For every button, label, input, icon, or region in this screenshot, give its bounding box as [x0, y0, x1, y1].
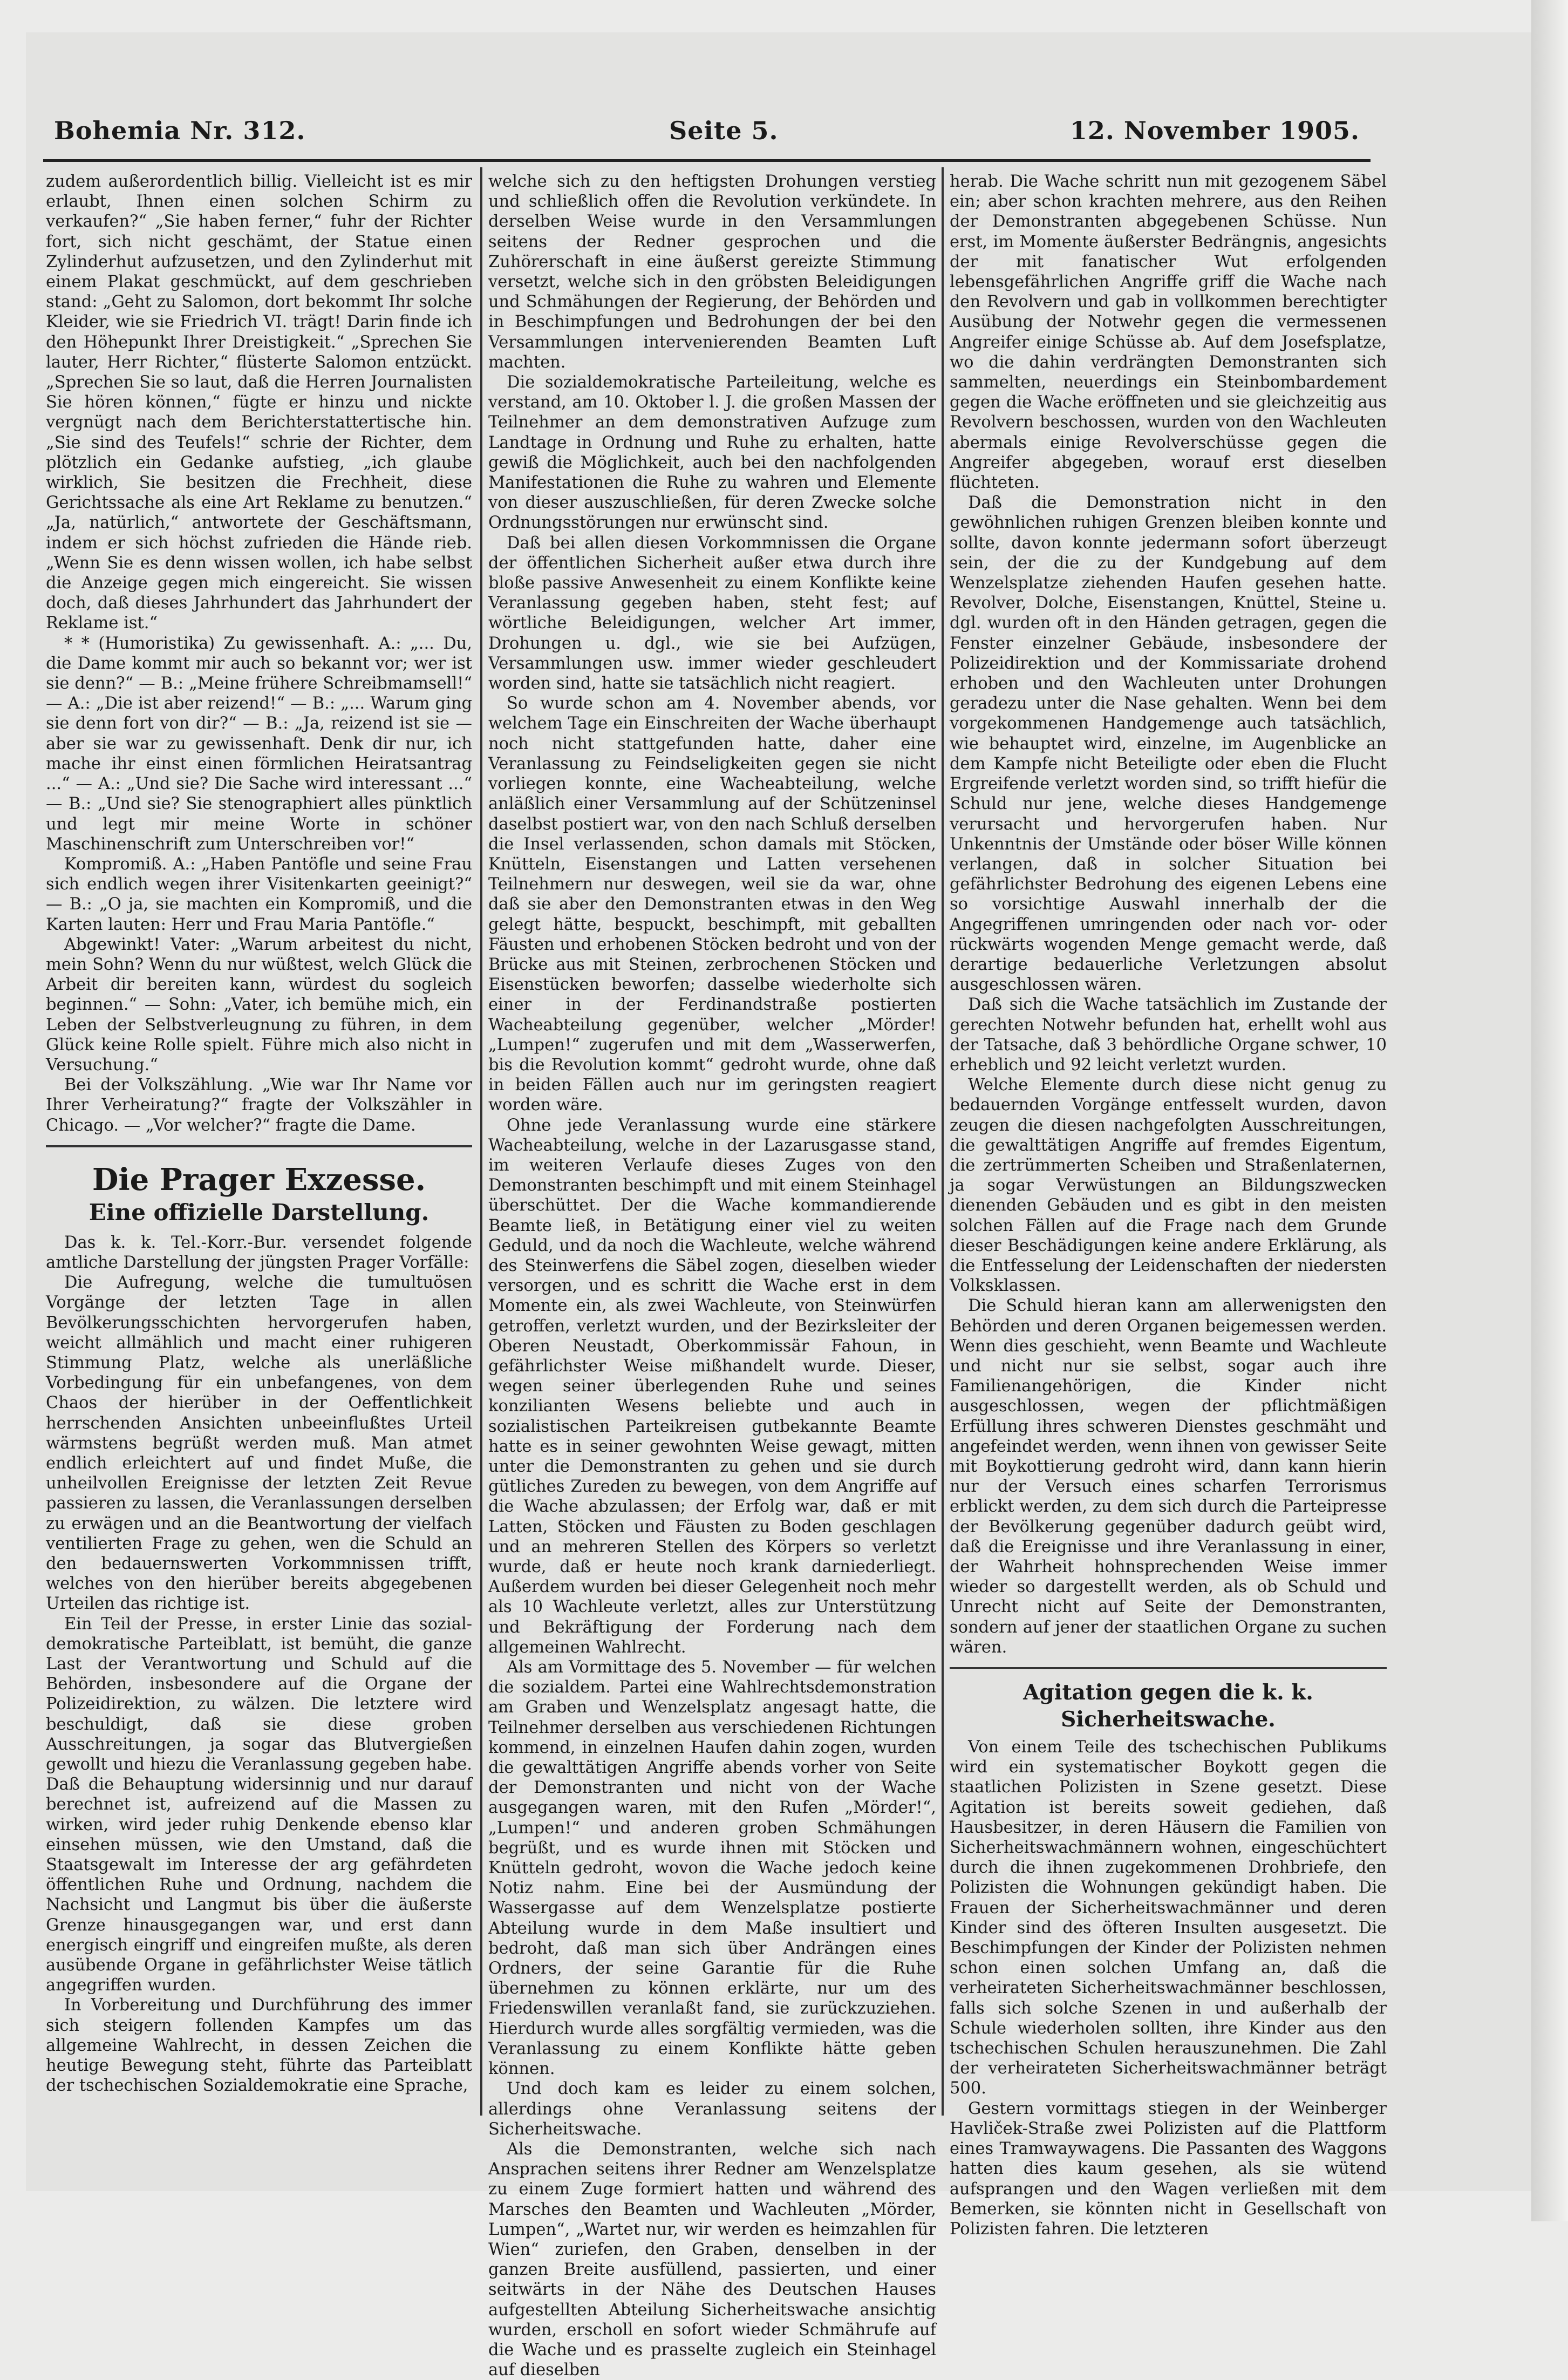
paragraph: Daß bei allen diesen Vorkommnissen die Organe der öffentlichen Sicherheit außer etwa durch ihre bloße passive Anwesenheit zu einem Konflikte keine Veranlassung gegeben haben, steht fest; auf wörtliche Beleidigungen, welcher Art immer, Drohungen u. dgl., wie sie bei Aufzügen, Versammlungen usw. immer wieder geschleudert worden sind, hatte sie tatsächlich nicht reagiert. — [488, 533, 936, 693]
section-rule — [950, 1667, 1387, 1669]
paragraph: zudem außerordentlich billig. Vielleicht ist es mir erlaubt, Ihnen einen solchen Schirm zu verkaufen?“ „Sie haben ferner,“ fuhr der Richter fort, sich nicht geschämt, der Statue einen Zylinderhut aufzusetzen, und den Zylinderhut mit einem Plakat geschmückt, auf dem geschrieben stand: „Geht zu Salomon, dort bekommt Ihr solche Kleider, wie sie Friedrich VI. trägt! Darin finde ich den Höhepunkt Ihrer Dreistigkeit.“ „Sprechen Sie lauter, Herr Richter,“ flüsterte Salomon entzückt. „Sprechen Sie so laut, daß die Herren Journalisten Sie hören können,“ fügte er hinzu und nickte vergnügt nach dem Berichterstattertische hin. „Sie sind des Teufels!“ schrie der Richter, dem plötzlich ein Gedanke aufstieg, „ich glaube wirklich, Sie besitzen die Frechheit, diese Gerichtssache als eine Art Reklame zu benutzen.“ „Ja, natürlich,“ antwortete der Geschäftsmann, indem er sich höchst zufrieden die Hände rieb. „Wenn Sie es denn wissen wollen, ich habe selbst die Anzeige gegen mich eingereicht. Sie wissen doch, daß dieses Jahrhundert das Jahrhundert der Reklame ist.“ — [46, 172, 472, 633]
paragraph: Bei der Volkszählung. „Wie war Ihr Name vor Ihrer Verheiratung?“ fragte der Volkszähler in Chicago. — „Vor welcher?“ fragte die Dame. — [46, 1076, 472, 1135]
paragraph: Von einem Teile des tschechischen Publikums wird ein systematischer Boykott gegen die staatlichen Polizisten in Szene gesetzt. Diese Agitation ist bereits soweit gediehen, daß Hausbesitzer, in deren Häusern die Familien von Sicherheitswachmännern wohnen, eingeschüchtert durch die ihnen zugekommenen Drohbriefe, den Polizisten die Wohnungen gekündigt haben. Die Frauen der Sicherheitswachmänner und deren Kinder sind des öfteren Insulten ausgesetzt. Die Beschimpfungen der Kinder der Polizisten nehmen schon einen solchen Umfang an, daß die verheirateten Sicherheitswachmänner beschlossen, falls sich solche Szenen in und außerhalb der Schule wiederholen sollten, ihre Kinder aus den tschechischen Schulen herauszunehmen. Die Zahl der verheirateten Sicherheitswachmänner beträgt 500. — [950, 1738, 1387, 2098]
paragraph: * * (Humoristika) Zu gewissenhaft. A.: „... Du, die Dame kommt mir auch so bekannt vor; wer ist sie denn?“ — B.: „Meine frühere Schreibmamsell!“ — A.: „Die ist aber reizend!“ — B.: „... Warum ging sie denn fort von dir?“ — B.: „Ja, reizend ist sie — aber sie war zu gewissenhaft. Denk dir nur, ich mache ihr einst einen förmlichen Heiratsantrag ...“ — A.: „Und sie? Die Sache wird interessant ...“ — B.: „Und sie? Sie stenographiert alles pünktlich und legt mir meine Worte in schöner Maschinenschrift zum Unterschreiben vor!“ — [46, 634, 472, 854]
paragraph: Das k. k. Tel.-Korr.-Bur. versendet folgende amtliche Darstellung der jüngsten Prager Vorfälle: — [46, 1233, 472, 1272]
paragraph: Als die Demonstranten, welche sich nach Ansprachen seitens ihrer Redner am Wenzelsplatze zu einem Zuge formiert hatten und während des Marsches den Beamten und Wachleuten „Mörder, Lumpen“, „Wartet nur, wir werden es heimzahlen für Wien“ zuriefen, den Graben, denselben in der ganzen Breite ausfüllend, passierten, und einer seitwärts in der Nähe des Deutschen Hauses aufgestellten Abteilung Sicherheitswache ansichtig wurden, erscholl en sofort wieder Schmährufe auf die Wache und es prasselte zugleich ein Steinhagel auf dieselben — [488, 2139, 936, 2380]
header-issue: Bohemia Nr. 312. — [54, 116, 306, 145]
paragraph: herab. Die Wache schritt nun mit gezogenem Säbel ein; aber schon krachten mehrere, aus den Reihen der Demonstranten abgegebenen Schüsse. Nun erst, im Momente äußerster Bedrängnis, angesichts der mit fanatischer Wut erfolgenden lebensgefährlichen Angriffe griff die Wache nach den Revolvern und gab in vollkommen berechtigter Ausübung der Notwehr gegen die vermessenen Angreifer einige Schüsse ab. Auf dem Josefsplatze, wo die dahin verdrängten Demonstranten sich sammelten, neuerdings ein Steinbombardement gegen die Wache eröffneten und sie gleichzeitig aus Revolvern beschossen, wurden von den Wachleuten abermals einige Revolverschüsse gegen die Angreifer abgegeben, worauf erst dieselben flüchteten. — [950, 172, 1387, 493]
column-2 — [488, 172, 936, 2380]
article-title: Die Prager Exzesse. — [92, 1161, 426, 1198]
header-page-number: Seite 5. — [669, 116, 779, 145]
section-rule — [46, 1145, 472, 1147]
paragraph: Die sozialdemokratische Parteileitung, welche es verstand, am 10. Oktober l. J. die großen Massen der Teilnehmer an dem demonstrativen Aufzuge zum Landtage in Ordnung und Ruhe zu erhalten, hatte gewiß die Möglichkeit, auch bei den nachfolgenden Manifestationen die Ruhe zu wahren und Elemente von dieser auszuschließen, für deren Zwecke solche Ordnungsstörungen nur erwünscht sind. — [488, 373, 936, 533]
page-header — [54, 116, 1360, 165]
paragraph: Ein Teil der Presse, in erster Linie das sozial-demokratische Parteiblatt, ist bemüht, die ganze Last der Verantwortung und Schuld auf die Behörden, insbesondere auf die Organe der Polizeidirektion, zu wälzen. Die letztere wird beschuldigt, daß sie diese groben Ausschreitungen, ja sogar das Blutvergießen gewollt und hiezu die Veranlassung gegeben habe. Daß die Behauptung widersinnig und nur darauf berechnet ist, aufreizend auf die Massen zu wirken, wird jeder ruhig Denkende ebenso klar einsehen müssen, wie den Umstand, daß die Staatsgewalt im Interesse der arg gefährdeten öffentlichen Ruhe und Ordnung, nachdem die Nachsicht und Langmut bis über die äußerste Grenze hinausgegangen war, und erst dann energisch eingriff und eingreifen mußte, als deren ausübende Organe in gefährlichster Weise tätlich angegriffen wurden. — [46, 1614, 472, 1995]
paragraph: In Vorbereitung und Durchführung des immer sich steigern follenden Kampfes um das allgemeine Wahlrecht, in dessen Zeichen die heutige Bewegung steht, führte das Parteiblatt der tschechischen Sozialdemokratie eine Sprache, — [46, 1996, 472, 2096]
paragraph: Und doch kam es leider zu einem solchen, allerdings ohne Veranlassung seitens der Sicherheitswache. — [488, 2079, 936, 2139]
column-3 — [950, 172, 1387, 2239]
article-subtitle: Eine offizielle Darstellung. — [88, 1199, 430, 1226]
column-divider — [942, 167, 944, 2116]
paragraph: Daß die Demonstration nicht in den gewöhnlichen ruhigen Grenzen bleiben konnte und sollte, davon konnte jedermann sofort überzeugt sein, der die zu der Kundgebung auf dem Wenzelsplatze ziehenden Haufen gesehen hatte. Revolver, Dolche, Eisenstangen, Knüttel, Steine u. dgl. wurden oft in den Händen getragen, gegen die Fenster einzelner Gebäude, insbesondere der Polizeidirektion und der Kommissariate drohend erhoben und den Wachleuten unter Drohungen geradezu unter die Nase gehalten. Wenn bei dem vorgekommenen Handgemenge auch tatsächlich, wie behauptet wird, einzelne, im Augenblicke an dem Kampfe nicht Beteiligte oder eben die Flucht Ergreifende verletzt worden sind, so trifft hiefür die Schuld nur jene, welche dieses Handgemenge verursacht und hervorgerufen haben. Nur Unkenntnis der Umstände oder böser Wille können verlangen, daß in solcher Situation bei gefährlichster Bedrohung des eigenen Lebens eine so vorsichtige Auswahl innerhalb der die Angegriffenen umringenden oder nach vor- oder rückwärts wogenden Menge gemacht werde, daß derartige bedauerliche Verletzungen absolut ausgeschlossen wären. — [950, 493, 1387, 995]
column-divider — [480, 167, 482, 2116]
paragraph: Kompromiß. A.: „Haben Pantöfle und seine Frau sich endlich wegen ihrer Visitenkarten geeinigt?“ — B.: „O ja, sie machten ein Kompromiß, und die Karten lauten: Herr und Frau Maria Pantöfle.“ — [46, 854, 472, 934]
header-rule — [43, 159, 1371, 162]
paragraph: So wurde schon am 4. November abends, vor welchem Tage ein Einschreiten der Wache überhaupt noch nicht stattgefunden hatte, daher eine Veranlassung zu Feindseligkeiten gegen sie nicht vorliegen konnte, eine Wacheabteilung, welche anläßlich einer Versammlung auf der Schützeninsel daselbst postiert war, von den nach Schluß derselben die Insel verlassenden, schon damals mit Stöcken, Knütteln, Eisenstangen und Latten versehenen Teilnehmern nur deswegen, weil sie da war, ohne daß sie aber den Demonstranten etwas in den Weg gelegt hätte, bespuckt, beschimpft, mit geballten Fäusten und erhobenen Stöcken bedroht und von der Brücke aus mit Steinen, zerbrochenen Stöcken und Eisenstücken beworfen; dasselbe wiederholte sich einer in der Ferdinandstraße postierten Wacheabteilung gegenüber, welcher „Mörder! „Lumpen!“ zugerufen und mit dem „Wasserwerfen, bis die Revolution kommt“ gedroht wurde, ohne daß in beiden Fällen auch nur im geringsten reagiert worden wäre. — [488, 694, 936, 1115]
paragraph: Die Schuld hieran kann am allerwenigsten den Behörden und deren Organen beigemessen werden. Wenn dies geschieht, wenn Beamte und Wachleute und nicht nur sie selbst, sogar auch ihre Familienangehörigen, die Kinder nicht ausgeschlossen, wegen der pflichtmäßigen Erfüllung ihres schweren Dienstes geschmäht und angefeindet werden, wenn ihnen von gewisser Seite mit Boykottierung gedroht wird, dann kann hierin nur der Versuch eines scharfen Terrorismus erblickt werden, zu dem sich durch die Parteipresse der Bevölkerung gegenüber dadurch geübt wird, daß die Ereignisse und ihre Veranlassung in einer, der Wahrheit hohnsprechenden Weise immer wieder so dargestellt werden, als ob Schuld und Unrecht nicht auf Seite der Demonstranten, sondern auf jener der staatlichen Organe zu suchen wären. — [950, 1296, 1387, 1657]
paragraph: Die Aufregung, welche die tumultuösen Vorgänge der letzten Tage in allen Bevölkerungsschichten hervorgerufen haben, weicht allmählich und macht einer ruhigeren Stimmung Platz, welche als unerläßliche Vorbedingung für ein unbefangenes, von dem Chaos der hierüber in der Oeffentlichkeit herrschenden Ansichten unbeeinflußtes Urteil wärmstens begrüßt werden muß. Man atmet endlich erleichtert auf und findet Muße, die unheilvollen Ereignisse der letzten Zeit Revue passieren zu lassen, die Veranlassungen derselben zu erwägen und an die Beantwortung der vielfach ventilierten Frage zu gehen, wen die Schuld an den bedauernswerten Vorkommnissen trifft, welches von den hierüber bereits abgegebenen Urteilen das richtige ist. — [46, 1273, 472, 1614]
header-date: 12. November 1905. — [1069, 116, 1360, 145]
paragraph: Welche Elemente durch diese nicht genug zu bedauernden Vorgänge entfesselt wurden, davon zeugen die diesen nachgefolgten Ausschreitungen, die gewalttätigen Angriffe auf fremdes Eigentum, die zertrümmerten Scheiben und Straßenlaternen, ja sogar Verwüstungen an Bildungszwecken dienenden Gebäuden und es gibt in den meisten solchen Fällen auf die Frage nach dem Grunde dieser Beschädigungen keine andere Erklärung, als die Entfesselung der Leidenschaften der niedersten Volksklassen. — [950, 1076, 1387, 1296]
paragraph: Daß sich die Wache tatsächlich im Zustande der gerechten Notwehr befunden hat, erhellt wohl aus der Tatsache, daß 3 behördliche Organe schwer, 10 erheblich und 92 leicht verletzt wurden. — [950, 995, 1387, 1075]
paragraph: Ohne jede Veranlassung wurde eine stärkere Wacheabteilung, welche in der Lazarusgasse stand, im weiteren Verlaufe dieses Zuges von den Demonstranten beschimpft und mit einem Steinhagel überschüttet. Der die Wache kommandierende Beamte ließ, in Betätigung einer viel zu weiten Geduld, und da noch die Wachleute, welche während des Steinwerfens die Säbel zogen, dieselben wieder versorgen, und es schritt die Wache erst in dem Momente ein, als zwei Wachleute, von Steinwürfen getroffen, verletzt wurden, und der Bezirksleiter der Oberen Neustadt, Oberkommissär Fahoun, in gefährlichster Weise mißhandelt wurde. Dieser, wegen seiner überlegenden Ruhe und seines konzilianten Wesens beliebte und auch in sozialistischen Parteikreisen gutbekannte Beamte hatte es in seiner gewohnten Weise gewagt, mitten unter die Demonstranten zu gehen und sie durch gütliches Zureden zu bewegen, von dem Angriffe auf die Wache abzulassen; der Erfolg war, daß er mit Latten, Stöcken und Fäusten zu Boden geschlagen und an mehreren Stellen des Körpers so verletzt wurde, daß er heute noch krank darniederliegt. Außerdem wurden bei dieser Gelegenheit noch mehr als 10 Wachleute verletzt, alles zur Unterstützung und Bekräftigung der Forderung nach dem allgemeinen Wahlrecht. — [488, 1116, 936, 1657]
paragraph: welche sich zu den heftigsten Drohungen verstieg und schließlich offen die Revolution verkündete. In derselben Weise wurde in den Versammlungen seitens der Redner gesprochen und die Zuhörerschaft in eine äußerst gereizte Stimmung versetzt, welche sich in den gröbsten Beleidigungen und Schmähungen der Regierung, der Behörden und in Beschimpfungen und Bedrohungen der bei den Versammlungen intervenierenden Beamten Luft machten. — [488, 172, 936, 372]
paragraph: Abgewinkt! Vater: „Warum arbeitest du nicht, mein Sohn? Wenn du nur wüßtest, welch Glück die Arbeit dir bereiten kann, würdest du sogleich beginnen.“ — Sohn: „Vater, ich bemühe mich, ein Leben der Selbstverleugnung zu führen, in dem Glück keine Rolle spielt. Führe mich also nicht in Versuchung.“ — [46, 935, 472, 1075]
paragraph: Als am Vormittage des 5. November — für welchen die sozialdem. Partei eine Wahlrechtsdemonstration am Graben und Wenzelsplatz angesagt hatte, die Teilnehmer derselben aus verschiedenen Richtungen kommend, in einzelnen Haufen dahin zogen, wurden die gewalttätigen Angriffe abends vorher von Seite der Demonstranten und nicht von der Wache ausgegangen waren, mit den Rufen „Mörder!“, „Lumpen!“ und anderen groben Schmähungen begrüßt, und es wurde ihnen mit Stöcken und Knütteln gedroht, wovon die Wache jedoch keine Notiz nahm. Eine bei der Ausmündung der Wassergasse auf dem Wenzelsplatze postierte Abteilung wurde in dem Maße insultiert und bedroht, daß man sich über Andrängen eines Ordners, der seine Garantie für die Ruhe übernehmen zu können erklärte, nur um des Friedenswillen veranlaßt fand, sie zurückzuziehen. Hierdurch wurde alles sorgfältig vermieden, was die Veranlassung zu einem Konflikte hätte geben können. — [488, 1658, 936, 2079]
column-1 — [46, 172, 472, 2114]
paragraph: Gestern vormittags stiegen in der Weinberger Havliček-Straße zwei Polizisten auf die Plattform eines Tramwaywagens. Die Passanten des Waggons hatten dies kaum gesehen, als sie wütend aufsprangen und den Wagen verließen mit dem Bemerken, sie könnten nicht in Gesellschaft von Polizisten fahren. Die letzteren — [950, 2099, 1387, 2239]
article-title: Agitation gegen die k. k. Sicherheitswache. — [1023, 1680, 1313, 1732]
page-edge — [1531, 0, 1568, 2221]
